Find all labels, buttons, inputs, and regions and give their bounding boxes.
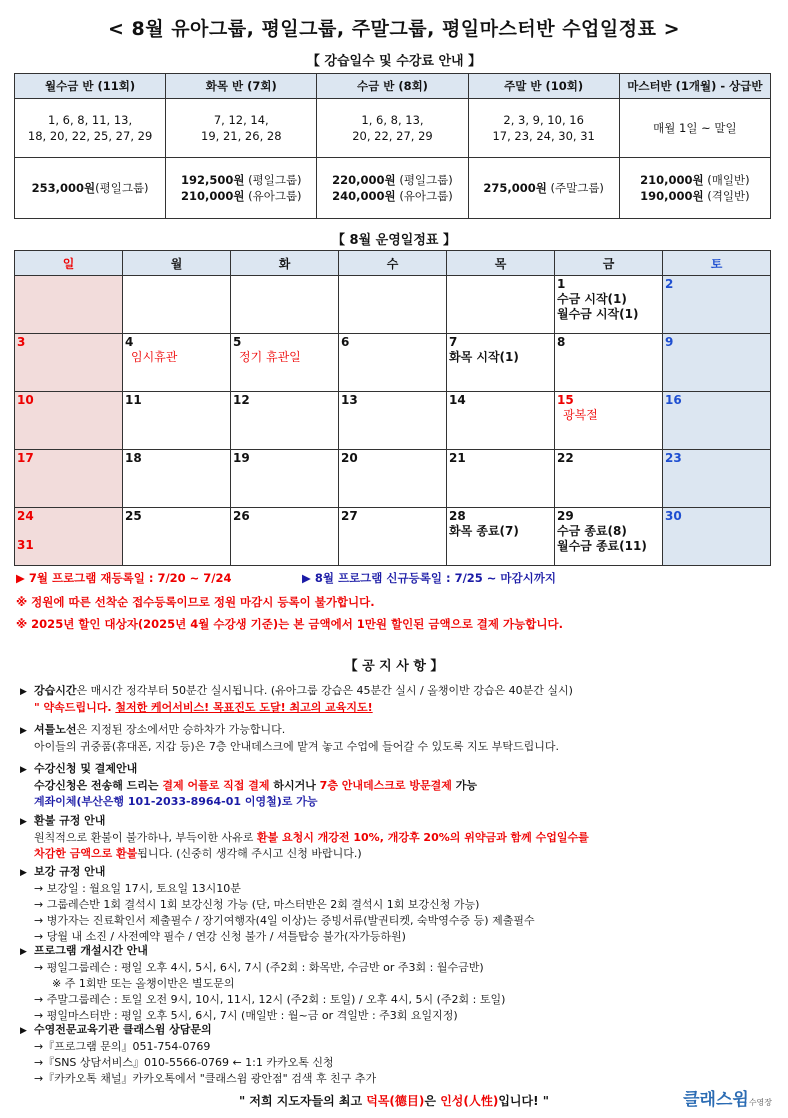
day-number: 2 (665, 277, 674, 291)
day-number: 6 (341, 335, 350, 349)
triangle-bullet-icon: ▶ (20, 687, 27, 697)
calendar-day (339, 392, 447, 450)
notice-lesson-time: ▶ 강습시간은 매시간 정각부터 50분간 실시됩니다. (유아그룹 강습은 45분간 실시 / 올챙이반 강습은 40분간 실시) " 약속드립니다. 철저한 케어서비스! 목표진도 도달! 최고의 교육지도! (20, 684, 573, 714)
calendar-day (15, 450, 123, 508)
fee-price-cell (317, 158, 468, 219)
notice-line: →『카카오톡 채널』카카오톡에서 "클래스윔 광안점" 검색 후 친구 추가 (34, 1072, 377, 1085)
day-number: 14 (449, 393, 466, 407)
day-number: 4 (125, 335, 134, 349)
price-amount: 210,000원 (180, 189, 245, 203)
day-number: 13 (341, 393, 358, 407)
calendar-day (447, 334, 555, 392)
fee-date-line: 17, 23, 24, 30, 31 (492, 129, 595, 143)
calendar-day (123, 276, 231, 334)
calendar-day (339, 508, 447, 566)
calendar-day (447, 450, 555, 508)
notice-line: → 평일마스터반 : 평일 오후 5시, 6시, 7시 (매일반 : 월~금 or 격일반 : 주3회 요일지정) (34, 1009, 458, 1022)
day-event: 화목 종료(7) (449, 524, 519, 538)
fee-date-line: 7, 12, 14, (213, 113, 269, 127)
price-group: (평일그룹) (95, 181, 149, 195)
weekday-header: 일 (15, 251, 123, 276)
price-group: (매일반) (703, 173, 750, 187)
price-amount: 240,000원 (332, 189, 396, 203)
notice-line: → 보강일 : 월요일 17시, 토요일 13시10분 (34, 882, 241, 895)
fee-price-cell (619, 158, 770, 219)
notice-line: →『SNS 상담서비스』010-5566-0769 ← 1:1 카카오톡 신청 (34, 1056, 334, 1069)
calendar-day (231, 276, 339, 334)
notice-contact: ▶ 수영전문교육기관 클래스윔 상담문의 →『프로그램 문의』051-754-0769 →『SNS 상담서비스』010-5566-0769 ← 1:1 카카오톡 신청 →『카카오톡 채널』카카오톡에서 "클래스윔 광안점" 검색 후 친구 추가 (20, 1022, 770, 1087)
fee-dates-cell (468, 99, 619, 158)
day-number: 25 (125, 509, 142, 523)
day-event: 정기 휴관일 (239, 350, 301, 364)
day-event: 월수금 종료(11) (557, 539, 647, 553)
calendar-day (555, 508, 663, 566)
day-event: 화목 시작(1) (449, 350, 519, 364)
price-amount: 210,000원 (640, 173, 704, 187)
calendar-day (231, 392, 339, 450)
fee-date-line: 18, 20, 22, 25, 27, 29 (27, 129, 153, 143)
fee-dates-cell (619, 99, 770, 158)
price-amount: 190,000원 (640, 189, 704, 203)
fee-date-line: 19, 21, 26, 28 (201, 129, 282, 143)
day-number: 22 (557, 451, 574, 465)
day-number: 11 (125, 393, 142, 407)
day-number: 23 (665, 451, 682, 465)
day-number: 27 (341, 509, 358, 523)
re-register-label: ▶ 7월 프로그램 재등록일 : (16, 571, 158, 585)
price-group: (주말그룹) (546, 181, 604, 195)
fee-table (14, 73, 771, 219)
price-group: (유아그룹) (244, 189, 302, 203)
fee-header: 마스터반 (1개월) - 상급반 (619, 74, 770, 99)
fee-price-cell (15, 158, 166, 219)
calendar-day (663, 276, 771, 334)
day-number: 20 (341, 451, 358, 465)
fee-date-line: 1, 6, 8, 11, 13, (48, 113, 133, 127)
fee-price-cell (166, 158, 317, 219)
price-amount: 192,500원 (180, 173, 245, 187)
day-number: 17 (17, 451, 34, 465)
calendar-day (339, 276, 447, 334)
price-amount: 253,000원 (31, 181, 96, 195)
day-number: 26 (233, 509, 250, 523)
brand-logo: 클래스윔수영장 (683, 1090, 772, 1110)
re-register-date: 7/20 ~ 7/24 (157, 571, 232, 585)
fee-header: 월수금 반 (11회) (15, 74, 166, 99)
fee-date-line: 2, 3, 9, 10, 16 (503, 113, 584, 127)
triangle-bullet-icon: ▶ (20, 1026, 27, 1036)
price-group: (평일그룹) (395, 173, 453, 187)
weekday-header: 월 (123, 251, 231, 276)
day-number: 16 (665, 393, 682, 407)
fee-header: 주말 반 (10회) (468, 74, 619, 99)
triangle-bullet-icon: ▶ (20, 817, 27, 827)
bank-account: 계좌이체(부산은행 101-2033-8964-01 이영철)로 가능 (34, 795, 318, 808)
calendar-day (555, 334, 663, 392)
day-number: 28 (449, 509, 466, 523)
calendar-day (447, 276, 555, 334)
day-number: 3 (17, 335, 26, 349)
notice-payment: ▶ 수강신청 및 결제안내 수강신청은 전송해 드리는 결제 어플로 직접 결제 하시거나 7층 안내데스크로 방문결제 가능 계좌이체(부산은행 101-2033-8964-01 이영철)로 가능 (20, 762, 477, 808)
calendar-day (123, 508, 231, 566)
calendar-table (14, 250, 771, 566)
weekday-header: 목 (447, 251, 555, 276)
calendar-day (555, 392, 663, 450)
day-number: 15 (557, 393, 574, 407)
triangle-bullet-icon: ▶ (20, 947, 27, 957)
calendar-day (663, 334, 771, 392)
fee-date-line: 매월 1일 ~ 말일 (653, 121, 737, 135)
day-event: 광복절 (563, 408, 598, 422)
price-group: (유아그룹) (395, 189, 453, 203)
weekday-header: 금 (555, 251, 663, 276)
notice-makeup: ▶ 보강 규정 안내 → 보강일 : 월요일 17시, 토요일 13시10분 → 그룹레슨반 1회 결석시 1회 보강신청 가능 (단, 마스터반은 2회 결석시 1회 보강신청 가능) → 병가자는 진료확인서 제출필수 / 장기여행자(4일 이상)는 증빙서류(발권티켓, 숙박영수증 등) 제출필수 → 당월 내 소진 / 사전예약 필수 / 연강 신청 불가 / 셔틀탑승 불가(자가등하원) (20, 864, 770, 945)
notice-line: ※ 주 1회반 또는 올챙이반은 별도문의 (52, 977, 235, 990)
price-amount: 275,000원 (483, 181, 547, 195)
fee-header: 수금 반 (8회) (317, 74, 468, 99)
day-number: 21 (449, 451, 466, 465)
price-amount: 220,000원 (332, 173, 396, 187)
notice-program-times: ▶ 프로그램 개설시간 안내 → 평일그룹레슨 : 평일 오후 4시, 5시, 6시, 7시 (주2회 : 화목반, 수금반 or 주3회 : 월수금반) ※ 주 1회반 또는 올챙이반은 별도문의 → 주말그룹레슨 : 토일 오전 9시, 10시, 11시, 12시 (주2회 : 토일) / 오후 4시, 5시 (주2회 : 토일) → 평일마스터반 : 평일 오후 5시, 6시, 7시 (매일반 : 월~금 or 격일반 : 주3회 요일지정) (20, 943, 770, 1024)
day-number: 8 (557, 335, 566, 349)
triangle-bullet-icon: ▶ (20, 765, 27, 775)
fee-dates-cell (317, 99, 468, 158)
new-register-date: 7/25 ~ 마감시까지 (454, 571, 556, 585)
calendar-day (555, 450, 663, 508)
price-group: (평일그룹) (244, 173, 302, 187)
notice-line: → 당월 내 소진 / 사전예약 필수 / 연강 신청 불가 / 셔틀탑승 불가(자가등하원) (34, 930, 406, 943)
weekday-header: 수 (339, 251, 447, 276)
calendar-day (123, 450, 231, 508)
day-number: 1 (557, 277, 566, 291)
day-number: 19 (233, 451, 250, 465)
calendar-day (123, 392, 231, 450)
notice-line: →『프로그램 문의』051-754-0769 (34, 1040, 211, 1053)
calendar-section-title: 【 8월 운영일정표 】 (332, 233, 456, 248)
day-number: 12 (233, 393, 250, 407)
calendar-day (663, 508, 771, 566)
notice-title: 【 공 지 사 항 】 (344, 659, 444, 674)
calendar-day (231, 450, 339, 508)
fee-dates-cell (15, 99, 166, 158)
calendar-day (339, 450, 447, 508)
fee-header: 화목 반 (7회) (166, 74, 317, 99)
note-capacity: ※ 정원에 따른 선착순 접수등록이므로 정원 마감시 등록이 불가합니다. (16, 595, 375, 609)
day-number: 29 (557, 509, 574, 523)
notice-line: → 주말그룹레슨 : 토일 오전 9시, 10시, 11시, 12시 (주2회 : 토일) / 오후 4시, 5시 (주2회 : 토일) (34, 993, 506, 1006)
new-register-label: ▶ 8월 프로그램 신규등록일 : (302, 571, 455, 585)
calendar-day (231, 508, 339, 566)
calendar-day (663, 450, 771, 508)
day-number: 31 (17, 538, 34, 552)
day-number: 30 (665, 509, 682, 523)
day-number: 24 (17, 509, 34, 523)
calendar-day (15, 276, 123, 334)
calendar-day (15, 334, 123, 392)
calendar-day (339, 334, 447, 392)
calendar-day (231, 334, 339, 392)
triangle-bullet-icon: ▶ (20, 868, 27, 878)
day-number: 7 (449, 335, 458, 349)
fee-date-line: 20, 22, 27, 29 (352, 129, 433, 143)
triangle-bullet-icon: ▶ (20, 726, 27, 736)
day-event: 수금 시작(1) (557, 292, 627, 306)
notice-line: → 그룹레슨반 1회 결석시 1회 보강신청 가능 (단, 마스터반은 2회 결석시 1회 보강신청 가능) (34, 898, 480, 911)
calendar-day (555, 276, 663, 334)
calendar-day (663, 392, 771, 450)
day-event: 월수금 시작(1) (557, 307, 639, 321)
weekday-header: 화 (231, 251, 339, 276)
fee-price-cell (468, 158, 619, 219)
notice-line: → 병가자는 진료확인서 제출필수 / 장기여행자(4일 이상)는 증빙서류(발권티켓, 숙박영수증 등) 제출필수 (34, 914, 535, 927)
page-title: < 8월 유아그룹, 평일그룹, 주말그룹, 평일마스터반 수업일정표 > (107, 18, 680, 40)
calendar-day (447, 508, 555, 566)
note-discount: ※ 2025년 할인 대상자(2025년 4월 수강생 기준)는 본 금액에서 1만원 할인된 금액으로 결제 가능합니다. (16, 617, 563, 631)
calendar-day (15, 508, 123, 566)
fee-dates-cell (166, 99, 317, 158)
day-number: 10 (17, 393, 34, 407)
day-event: 수금 종료(8) (557, 524, 627, 538)
fee-date-line: 1, 6, 8, 13, (361, 113, 424, 127)
notice-shuttle: ▶ 셔틀노선은 지정된 장소에서만 승하차가 가능합니다. 아이들의 귀중품(휴대폰, 지갑 등)은 7층 안내데스크에 맡겨 놓고 수업에 들어갈 수 있도록 지도 부탁드립니다. (20, 723, 559, 753)
day-number: 5 (233, 335, 242, 349)
calendar-day (123, 334, 231, 392)
footer-motto: " 저희 지도자들의 최고 덕목(德目)은 인성(人性)입니다! " (238, 1094, 550, 1108)
price-group: (격일반) (703, 189, 750, 203)
day-number: 9 (665, 335, 674, 349)
day-event: 임시휴관 (131, 350, 178, 364)
notice-line: → 평일그룹레슨 : 평일 오후 4시, 5시, 6시, 7시 (주2회 : 화목반, 수금반 or 주3회 : 월수금반) (34, 961, 484, 974)
calendar-day (447, 392, 555, 450)
calendar-day (15, 392, 123, 450)
fee-section-title: 【 강습일수 및 수강료 안내 】 (306, 54, 482, 69)
notice-refund: ▶ 환불 규정 안내 원칙적으로 환불이 불가하나, 부득이한 사유로 환불 요청시 개강전 10%, 개강후 20%의 위약금과 함께 수업일수를 차감한 금액으로 환불됩니다. (신중히 생각해 주시고 신청 바랍니다.) (20, 814, 589, 860)
weekday-header: 토 (663, 251, 771, 276)
day-number: 18 (125, 451, 142, 465)
